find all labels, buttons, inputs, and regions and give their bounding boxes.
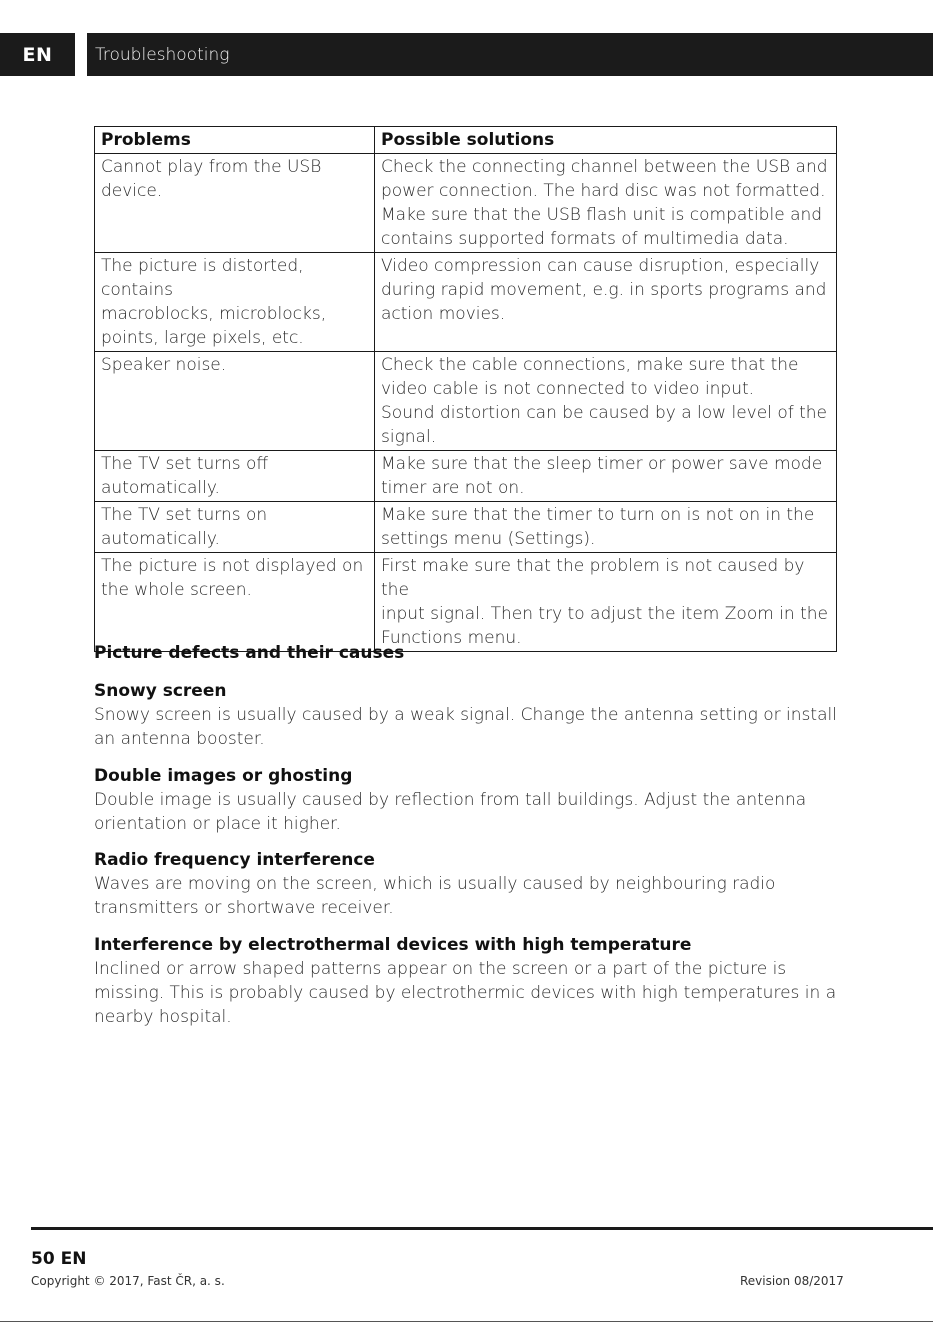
column-header-problems: Problems	[95, 127, 375, 154]
defects-heading: Picture defects and their causes	[94, 643, 405, 663]
language-tab: EN	[0, 33, 75, 76]
problem-cell: The TV set turns off automatically.	[95, 451, 375, 502]
table-header-row	[95, 127, 837, 154]
defect-title: Interference by electrothermal devices with high temperature	[94, 935, 692, 955]
problem-cell: The picture is not displayed on the whole screen.	[95, 553, 375, 652]
table-row	[95, 502, 837, 553]
solution-cell: Video compression can cause disruption, especially during rapid movement, e.g. in sports programs and action movies.	[375, 253, 837, 352]
defect-double-images	[94, 764, 839, 836]
defect-title: Snowy screen	[94, 681, 227, 701]
defect-radio-interference	[94, 848, 839, 920]
defect-body: Snowy screen is usually caused by a weak signal. Change the antenna setting or install an antenna booster.	[94, 705, 837, 749]
problem-cell: Speaker noise.	[95, 352, 375, 451]
problem-cell: Cannot play from the USB device.	[95, 154, 375, 253]
table-row	[95, 553, 837, 652]
solution-cell: Check the cable connections, make sure that the video cable is not connected to video input. Sound distortion can be caused by a low level of the signal.	[375, 352, 837, 451]
defect-title: Radio frequency interference	[94, 850, 375, 870]
revision-text: Revision 08/2017	[740, 1274, 844, 1288]
solution-cell: Make sure that the timer to turn on is not on in the settings menu (Settings).	[375, 502, 837, 553]
table-row	[95, 352, 837, 451]
copyright-text: Copyright © 2017, Fast ČR, a. s.	[31, 1274, 225, 1288]
troubleshooting-table	[94, 126, 837, 652]
section-header	[87, 33, 933, 76]
defect-electrothermal	[94, 933, 839, 1029]
column-header-solutions: Possible solutions	[375, 127, 837, 154]
problem-cell: The TV set turns on automatically.	[95, 502, 375, 553]
table-row	[95, 253, 837, 352]
problem-cell: The picture is distorted, contains macroblocks, microblocks, points, large pixels, etc.	[95, 253, 375, 352]
page-number: 50 EN	[31, 1249, 87, 1269]
defect-snowy-screen	[94, 679, 839, 751]
defect-title: Double images or ghosting	[94, 766, 353, 786]
defect-body: Inclined or arrow shaped patterns appear on the screen or a part of the picture is missing. This is probably caused by electrothermic devices with high temperatures in a nearby hospital.	[94, 959, 837, 1027]
defect-body: Waves are moving on the screen, which is usually caused by neighbouring radio transmitters or shortwave receiver.	[94, 874, 776, 918]
table-row	[95, 154, 837, 253]
solution-cell: Make sure that the sleep timer or power save mode timer are not on.	[375, 451, 837, 502]
section-title: Troubleshooting	[95, 44, 230, 65]
table-row	[95, 451, 837, 502]
footer-divider	[31, 1227, 933, 1230]
solution-cell: First make sure that the problem is not caused by the input signal. Then try to adjust the item Zoom in the Functions menu.	[375, 553, 837, 652]
defect-body: Double image is usually caused by reflection from tall buildings. Adjust the antenna orientation or place it higher.	[94, 790, 807, 834]
solution-cell: Check the connecting channel between the USB and power connection. The hard disc was not formatted. Make sure that the USB flash unit is compatible and contains supported formats of multimedia data.	[375, 154, 837, 253]
page-bottom-divider	[0, 1321, 933, 1322]
